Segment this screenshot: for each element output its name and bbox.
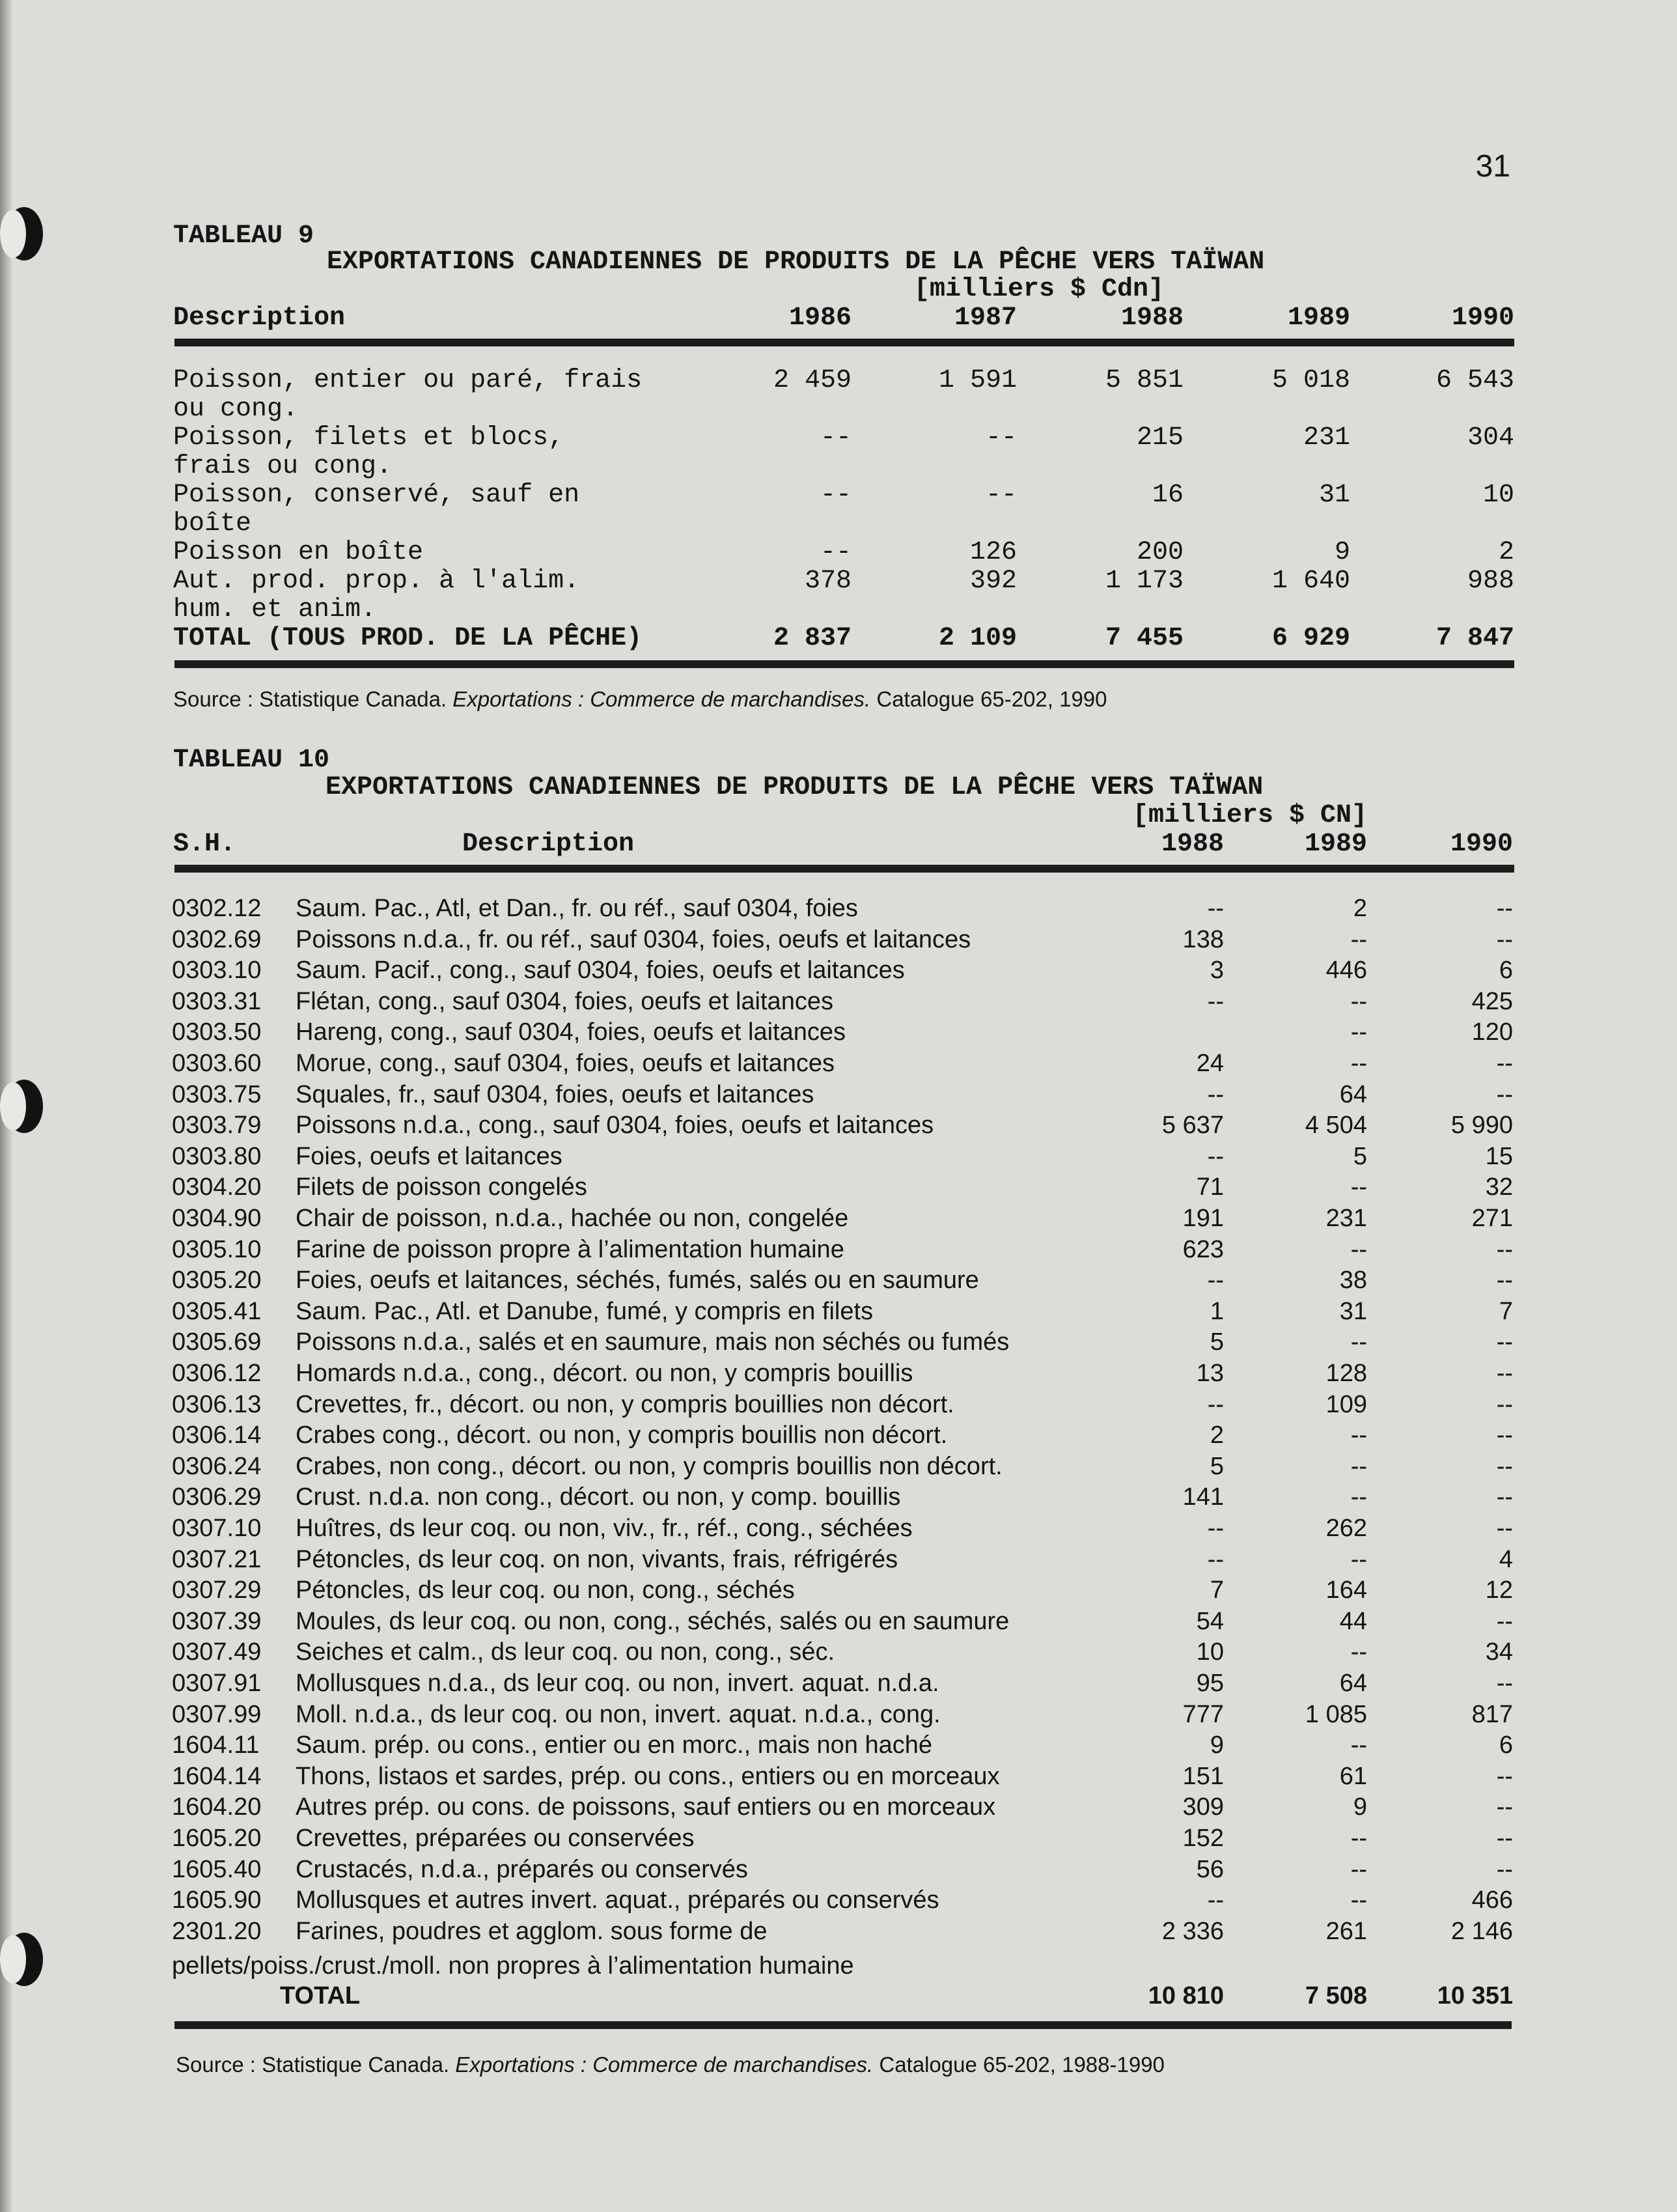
table9-total-cell: 2 109 (938, 624, 1017, 653)
table10-row-description: Crabes, non cong., décort. ou non, y compris bouillis non décort. (296, 1453, 1003, 1480)
table9-row-description-cont: boîte (173, 509, 252, 539)
table10-cell: -- (1350, 1018, 1367, 1046)
table10-cell: 61 (1339, 1763, 1367, 1790)
table10-total-1989: 7 508 (1305, 1982, 1367, 2009)
source-publication: Exportations : Commerce de marchandises. (452, 687, 871, 711)
table10-row-description: Autres prép. ou cons. de poissons, sauf entiers ou en morceaux (296, 1793, 996, 1821)
table10-row-description: Poissons n.d.a., cong., sauf 0304, foies, oeufs et laitances (296, 1112, 934, 1139)
table9-header-description: Description (173, 303, 346, 333)
table10-cell: -- (1350, 1483, 1367, 1511)
table10-row-description: Filets de poisson congelés (296, 1173, 587, 1201)
table10-cell: -- (1496, 1670, 1513, 1697)
table10-cell: -- (1350, 1421, 1367, 1449)
table10-row-code: 0302.12 (172, 895, 262, 922)
table10-row-description: Farines, poudres et agglom. sous forme de (296, 1918, 768, 1945)
table10-cell: 71 (1196, 1173, 1224, 1201)
table10-cell: -- (1496, 1763, 1513, 1790)
table9-row-description: Poisson, entier ou paré, frais (173, 366, 643, 395)
table10-title: EXPORTATIONS CANADIENNES DE PRODUITS DE LA PÊCHE VERS TAÏWAN (326, 773, 1264, 802)
table10-row-description: Crust. n.d.a. non cong., décort. ou non, y comp. bouillis (296, 1483, 901, 1511)
table10-cell: -- (1496, 1856, 1513, 1883)
table10-cell: -- (1350, 926, 1367, 953)
table10-cell: 34 (1485, 1638, 1513, 1666)
binder-hole (5, 1080, 43, 1133)
table10-row-description: Moll. n.d.a., ds leur coq. ou non, invert. aquat. n.d.a., cong. (296, 1701, 941, 1728)
table10-cell: 152 (1182, 1825, 1224, 1852)
table9-total-cell: 6 929 (1271, 624, 1350, 653)
table10-cell: 138 (1182, 926, 1224, 953)
table10-cell: -- (1207, 1143, 1224, 1170)
table10-cell: -- (1496, 1825, 1513, 1852)
table10-row-code: 1605.20 (172, 1825, 262, 1852)
table10-cell: 4 504 (1305, 1112, 1367, 1139)
table10-cell: 109 (1325, 1391, 1367, 1418)
table9-total-cell: 7 455 (1105, 624, 1184, 653)
table10-row-code: 0303.79 (172, 1112, 262, 1139)
table10-cell: 2 146 (1450, 1918, 1513, 1945)
table9-cell: 126 (969, 538, 1017, 567)
table10-cell: -- (1496, 1050, 1513, 1077)
table10-row-code: 0302.69 (172, 926, 262, 953)
table10-header-1990: 1990 (1450, 830, 1513, 859)
page-number: 31 (1475, 149, 1510, 184)
table10-row-code: 1605.40 (172, 1856, 262, 1883)
table10-header-1989: 1989 (1304, 830, 1367, 859)
table9-title: EXPORTATIONS CANADIENNES DE PRODUITS DE LA PÊCHE VERS TAÏWAN (327, 247, 1265, 277)
table10-cell: 261 (1325, 1918, 1367, 1945)
table10-row-description: Mollusques n.d.a., ds leur coq. ou non, invert. aquat. n.d.a. (296, 1670, 939, 1697)
table10-row-code: 0305.69 (172, 1328, 262, 1356)
table9-row-description: Poisson en boîte (173, 538, 424, 567)
table9-cell: 2 459 (773, 366, 852, 395)
table10-cell: -- (1207, 1886, 1224, 1914)
table9-cell: 988 (1467, 567, 1514, 596)
table9-cell: 9 (1334, 538, 1350, 567)
table10-row-code: 0305.20 (172, 1267, 262, 1294)
table10-cell: 271 (1471, 1205, 1513, 1232)
table9-top-rule (174, 339, 1514, 346)
table10-cell: -- (1350, 1050, 1367, 1077)
table10-cell: -- (1350, 1453, 1367, 1480)
table10-row-description: Squales, fr., sauf 0304, foies, oeufs et laitances (296, 1081, 814, 1108)
table10-cell: -- (1350, 1856, 1367, 1883)
table9-cell: 215 (1136, 423, 1184, 453)
table10-cell: 128 (1325, 1360, 1367, 1387)
table10-row-code: 0306.13 (172, 1391, 262, 1418)
table9-row-description: Aut. prod. prop. à l'alim. (173, 567, 580, 596)
table10-row-code: 0307.29 (172, 1576, 262, 1604)
table10-cell: 6 (1499, 957, 1513, 984)
table9-header-1989: 1989 (1287, 303, 1350, 333)
table10-row-code: 0306.12 (172, 1360, 262, 1387)
binder-hole (5, 1933, 43, 1986)
table10-cell: -- (1496, 895, 1513, 922)
table10-cell: 4 (1499, 1546, 1513, 1573)
table9-cell: -- (985, 423, 1017, 453)
table10-row-description: Crevettes, fr., décort. ou non, y compris bouillies non décort. (296, 1391, 954, 1418)
table9-cell: 31 (1318, 481, 1350, 510)
table10-row-code: 1604.11 (172, 1731, 260, 1759)
table10-cell: -- (1350, 1886, 1367, 1914)
table10-row-code: 0303.80 (172, 1143, 262, 1170)
table10-row-code: 0303.60 (172, 1050, 262, 1077)
table10-total-label: TOTAL (280, 1982, 361, 2009)
table10-cell: 2 (1353, 895, 1367, 922)
table10-cell: 10 (1196, 1638, 1224, 1666)
table10-cell: -- (1496, 926, 1513, 953)
table9-cell: -- (820, 423, 852, 453)
table10-cell: 777 (1182, 1701, 1224, 1728)
table10-cell: 7 (1499, 1298, 1513, 1325)
table10-unit: [milliers $ CN] (1133, 801, 1368, 830)
table9-bottom-rule (174, 660, 1514, 668)
table10-cell: 425 (1471, 988, 1513, 1015)
table10-cell: 151 (1182, 1763, 1224, 1790)
table10-cell: -- (1496, 1267, 1513, 1294)
table10-row-description: Saum. Pacif., cong., sauf 0304, foies, oeufs et laitances (296, 957, 905, 984)
table10-cell: 309 (1182, 1793, 1224, 1821)
table10-cell: 1 (1210, 1298, 1224, 1325)
table10-cell: -- (1207, 1081, 1224, 1108)
table10-cell: 15 (1485, 1143, 1513, 1170)
table10-row-description: Poissons n.d.a., fr. ou réf., sauf 0304, foies, oeufs et laitances (296, 926, 971, 953)
table9-cell: 231 (1303, 423, 1350, 453)
table10-cell: 54 (1196, 1608, 1224, 1635)
table9-row-description-cont: ou cong. (173, 395, 299, 424)
table10-row-description: Pétoncles, ds leur coq. ou non, cong., séchés (296, 1576, 795, 1604)
table10-row-description: Hareng, cong., sauf 0304, foies, oeufs et laitances (296, 1018, 846, 1046)
table10-cell: 9 (1353, 1793, 1367, 1821)
table9-header-1987: 1987 (954, 303, 1017, 333)
table10-row-description: Foies, oeufs et laitances, séchés, fumés, salés ou en saumure (296, 1267, 979, 1294)
table9-cell: 6 543 (1435, 366, 1514, 395)
table10-cell: 32 (1485, 1173, 1513, 1201)
table10-cell: 13 (1196, 1360, 1224, 1387)
table10-row-description: Crabes cong., décort. ou non, y compris bouillis non décort. (296, 1421, 948, 1449)
table10-row-code: 0305.41 (172, 1298, 262, 1325)
table10-row-code: 0303.10 (172, 957, 262, 984)
table10-continuation: pellets/poiss./crust./moll. non propres à l’alimentation humaine (172, 1952, 854, 1980)
table10-cell: 95 (1196, 1670, 1224, 1697)
table10-cell: -- (1496, 1421, 1513, 1449)
table10-row-code: 0306.14 (172, 1421, 262, 1449)
table10-row-code: 0305.10 (172, 1236, 262, 1263)
table10-row-code: 0307.99 (172, 1701, 262, 1728)
table10-cell: 120 (1471, 1018, 1513, 1046)
table10-row-description: Mollusques et autres invert. aquat., préparés ou conservés (296, 1886, 939, 1914)
source-catalogue: Catalogue 65-202, 1990 (876, 687, 1107, 711)
table9-row-description: Poisson, conservé, sauf en (173, 481, 580, 510)
table10-cell: -- (1350, 1638, 1367, 1666)
table10-cell: -- (1496, 1236, 1513, 1263)
table10-row-description: Poissons n.d.a., salés et en saumure, mais non séchés ou fumés (296, 1328, 1010, 1356)
table10-row-description: Seiches et calm., ds leur coq. ou non, cong., séc. (296, 1638, 835, 1666)
table10-row-code: 0307.10 (172, 1515, 262, 1542)
table9-cell: -- (820, 481, 852, 510)
table10-top-rule (174, 865, 1514, 873)
table10-cell: 7 (1210, 1576, 1224, 1604)
table10-cell: 64 (1339, 1670, 1367, 1697)
table9-cell: 200 (1136, 538, 1184, 567)
table10-row-description: Saum. Pac., Atl. et Danube, fumé, y compris en filets (296, 1298, 874, 1325)
table10-row-code: 0307.91 (172, 1670, 262, 1697)
table10-row-code: 0303.50 (172, 1018, 262, 1046)
table9-header-1986: 1986 (788, 303, 852, 333)
table10-row-description: Farine de poisson propre à l’alimentation humaine (296, 1236, 844, 1263)
table9-cell: -- (985, 481, 1017, 510)
table10-row-code: 1605.90 (172, 1886, 262, 1914)
table10-cell: -- (1207, 988, 1224, 1015)
table10-cell: -- (1350, 1825, 1367, 1852)
table10-header-1988: 1988 (1161, 830, 1224, 859)
table10-row-description: Foies, oeufs et laitances (296, 1143, 562, 1170)
table9-row-description: Poisson, filets et blocs, (173, 423, 564, 453)
table10-cell: -- (1496, 1483, 1513, 1511)
table10-row-code: 1604.14 (172, 1763, 262, 1790)
table10-total-1990: 10 351 (1437, 1982, 1513, 2009)
table10-cell: -- (1496, 1360, 1513, 1387)
table10-row-description: Homards n.d.a., cong., décort. ou non, y compris bouillis (296, 1360, 913, 1387)
table10-cell: -- (1207, 895, 1224, 922)
source-catalogue: Catalogue 65-202, 1988-1990 (879, 2052, 1165, 2077)
table10-cell: -- (1350, 1546, 1367, 1573)
table10-cell: 1 085 (1305, 1701, 1367, 1728)
table9-row-description-cont: hum. et anim. (173, 595, 377, 624)
table10-cell: 5 990 (1450, 1112, 1513, 1139)
table10-cell: 623 (1182, 1236, 1224, 1263)
table10-source (176, 2052, 1165, 2077)
table10-row-description: Flétan, cong., sauf 0304, foies, oeufs et laitances (296, 988, 833, 1015)
table10-cell: -- (1207, 1267, 1224, 1294)
table10-cell: 38 (1339, 1267, 1367, 1294)
table9-source (173, 687, 1107, 712)
table10-row-description: Saum. Pac., Atl, et Dan., fr. ou réf., sauf 0304, foies (296, 895, 858, 922)
table10-label: TABLEAU 10 (173, 746, 330, 775)
binder-hole (5, 207, 43, 260)
table10-cell: 466 (1471, 1886, 1513, 1914)
table9-cell: 1 591 (938, 366, 1017, 395)
table10-row-code: 0304.90 (172, 1205, 262, 1232)
table10-cell: 24 (1196, 1050, 1224, 1077)
table10-cell: -- (1496, 1328, 1513, 1356)
table10-cell: 2 336 (1161, 1918, 1224, 1945)
table10-row-code: 0306.24 (172, 1453, 262, 1480)
table10-cell: 12 (1485, 1576, 1513, 1604)
table10-cell: -- (1496, 1391, 1513, 1418)
table10-cell: 141 (1182, 1483, 1224, 1511)
table10-cell: -- (1350, 1236, 1367, 1263)
table9-cell: 2 (1498, 538, 1514, 567)
source-prefix: Source : Statistique Canada. (176, 2052, 450, 2077)
table10-cell: 44 (1339, 1608, 1367, 1635)
table10-cell: 817 (1471, 1701, 1513, 1728)
table10-cell: 191 (1182, 1205, 1224, 1232)
table10-header-description: Description (462, 830, 635, 859)
table10-cell: 5 (1210, 1328, 1224, 1356)
table9-total-cell: 2 837 (773, 624, 852, 653)
table9-cell: 1 173 (1105, 567, 1184, 596)
table9-unit: [milliers $ Cdn] (914, 275, 1165, 304)
table10-row-code: 0306.29 (172, 1483, 262, 1511)
table10-total-1988: 10 810 (1148, 1982, 1224, 2009)
table10-cell: -- (1350, 1328, 1367, 1356)
table10-row-code: 0307.39 (172, 1608, 262, 1635)
table10-row-description: Thons, listaos et sardes, prép. ou cons., entiers ou en morceaux (296, 1763, 1000, 1790)
table10-row-description: Morue, cong., sauf 0304, foies, oeufs et laitances (296, 1050, 835, 1077)
table10-cell: -- (1496, 1453, 1513, 1480)
table9-cell: 5 851 (1105, 366, 1184, 395)
source-prefix: Source : Statistique Canada. (173, 687, 447, 711)
table10-cell: 5 637 (1161, 1112, 1224, 1139)
table10-cell: -- (1207, 1391, 1224, 1418)
table10-row-code: 2301.20 (172, 1918, 262, 1945)
table9-header-1990: 1990 (1451, 303, 1514, 333)
table10-cell: 2 (1210, 1421, 1224, 1449)
table10-row-description: Moules, ds leur coq. ou non, cong., séchés, salés ou en saumure (296, 1608, 1010, 1635)
table10-cell: 446 (1325, 957, 1367, 984)
table10-cell: -- (1207, 1515, 1224, 1542)
table10-cell: 5 (1353, 1143, 1367, 1170)
table10-cell: -- (1350, 988, 1367, 1015)
table10-row-code: 0307.49 (172, 1638, 262, 1666)
table9-cell: 304 (1467, 423, 1514, 453)
table10-cell: 262 (1325, 1515, 1367, 1542)
table10-cell: 164 (1325, 1576, 1367, 1604)
table9-label: TABLEAU 9 (173, 221, 314, 251)
table10-header-sh: S.H. (173, 830, 236, 859)
table9-row-description-cont: frais ou cong. (173, 452, 393, 481)
table10-cell: 3 (1210, 957, 1224, 984)
table10-cell: 5 (1210, 1453, 1224, 1480)
table10-cell: -- (1496, 1793, 1513, 1821)
table9-cell: 16 (1152, 481, 1184, 510)
table10-row-code: 0304.20 (172, 1173, 262, 1201)
table10-cell: -- (1496, 1515, 1513, 1542)
table10-row-description: Crevettes, préparées ou conservées (296, 1825, 695, 1852)
table10-row-description: Crustacés, n.d.a., préparés ou conservés (296, 1856, 748, 1883)
table9-total-cell: 7 847 (1435, 624, 1514, 653)
table10-row-code: 0307.21 (172, 1546, 262, 1573)
table9-cell: 10 (1482, 481, 1514, 510)
table10-cell: 231 (1325, 1205, 1367, 1232)
table10-row-description: Saum. prép. ou cons., entier ou en morc., mais non haché (296, 1731, 932, 1759)
table10-cell: -- (1350, 1731, 1367, 1759)
source-publication: Exportations : Commerce de marchandises. (455, 2052, 874, 2077)
table10-cell: -- (1496, 1608, 1513, 1635)
table9-cell: 392 (969, 567, 1017, 596)
table10-cell: -- (1207, 1546, 1224, 1573)
table10-cell: -- (1496, 1081, 1513, 1108)
table10-row-code: 1604.20 (172, 1793, 262, 1821)
table10-cell: 9 (1210, 1731, 1224, 1759)
table9-cell: -- (820, 538, 852, 567)
table10-cell: 31 (1339, 1298, 1367, 1325)
table10-cell: 64 (1339, 1081, 1367, 1108)
table9-cell: 5 018 (1271, 366, 1350, 395)
table10-row-description: Pétoncles, ds leur coq. on non, vivants, frais, réfrigérés (296, 1546, 898, 1573)
table10-row-code: 0303.31 (172, 988, 262, 1015)
table9-header-1988: 1988 (1120, 303, 1184, 333)
table9-total-label: TOTAL (TOUS PROD. DE LA PÊCHE) (173, 624, 643, 653)
table10-row-description: Chair de poisson, n.d.a., hachée ou non, congelée (296, 1205, 849, 1232)
table10-cell: -- (1350, 1173, 1367, 1201)
table9-cell: 1 640 (1271, 567, 1350, 596)
table10-row-code: 0303.75 (172, 1081, 262, 1108)
table10-bottom-rule (174, 2021, 1512, 2029)
table10-cell: 56 (1196, 1856, 1224, 1883)
table9-cell: 378 (804, 567, 852, 596)
table10-row-description: Huîtres, ds leur coq. ou non, viv., fr., réf., cong., séchées (296, 1515, 913, 1542)
table10-cell: 6 (1499, 1731, 1513, 1759)
